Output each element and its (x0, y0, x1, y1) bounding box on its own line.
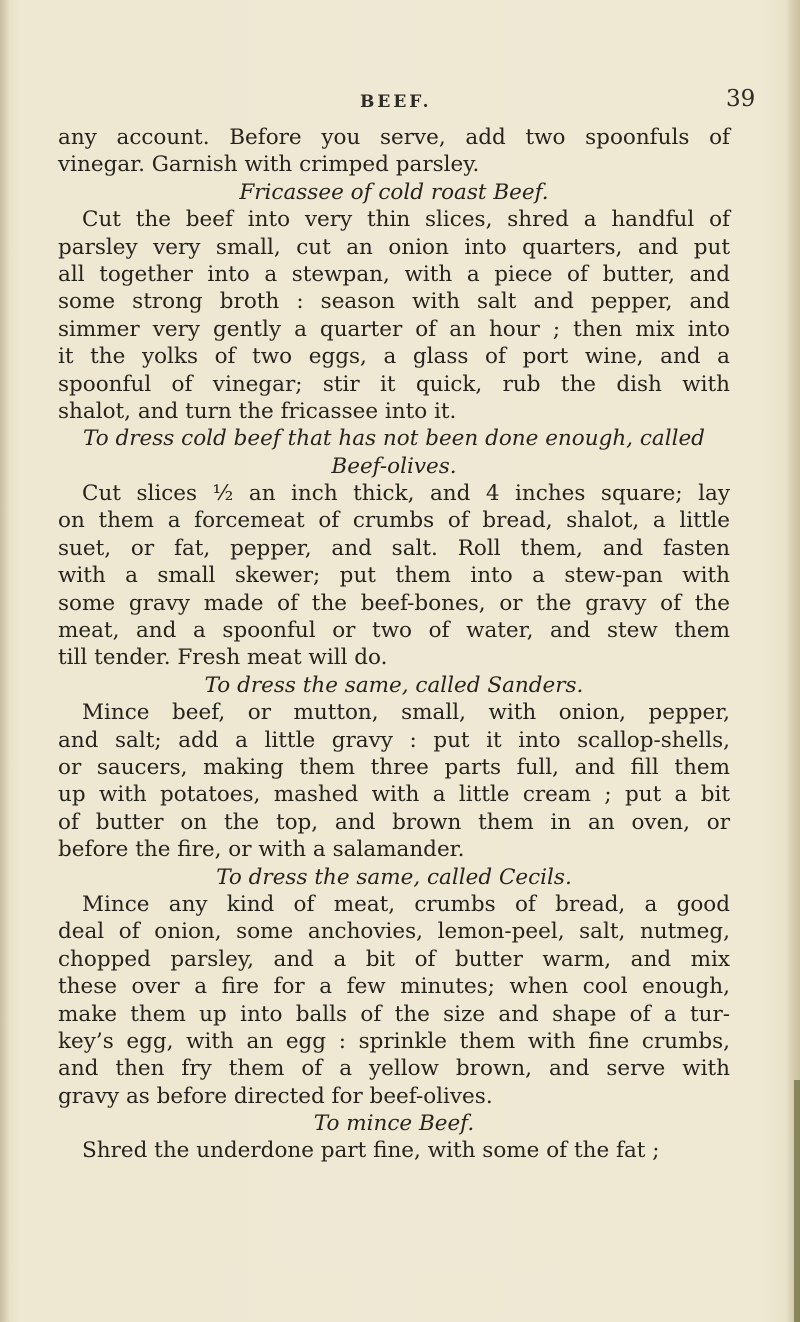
text-line: these over a fire for a few minutes; when cool enough, (58, 974, 730, 1000)
page-gutter-shadow (0, 0, 10, 1322)
text-line: deal of onion, some anchovies, lemon-peel, salt, nutmeg, (58, 919, 730, 945)
text-line: up with potatoes, mashed with a little cream ; put a bit (58, 782, 730, 808)
text-line: Shred the underdone part fine, with some of the fat ; (82, 1138, 660, 1164)
recipe-heading: Beef-olives. (331, 453, 457, 479)
text-line: key’s egg, with an egg : sprinkle them with fine crumbs, (58, 1028, 730, 1054)
text-line: it the yolks of two eggs, a glass of port wine, and a (58, 344, 730, 370)
text-line: with a small skewer; put them into a stew-pan with (58, 563, 730, 589)
text-line: chopped parsley, and a bit of butter warm, and mix (58, 946, 730, 972)
text-line: meat, and a spoonful or two of water, and stew them (58, 618, 730, 644)
page-number: 39 (726, 86, 756, 112)
text-line: some gravy made of the beef-bones, or the gravy of the (58, 590, 730, 616)
text-line: some strong broth : season with salt and pepper, and (58, 289, 730, 315)
recipe-heading: Fricassee of cold roast Beef. (239, 179, 549, 205)
text-line: vinegar. Garnish with crimped parsley. (58, 152, 480, 178)
text-line: on them a forcemeat of crumbs of bread, shalot, a little (58, 508, 730, 534)
text-line: and salt; add a little gravy : put it into scallop-shells, (58, 727, 730, 753)
text-line: till tender. Fresh meat will do. (58, 645, 388, 671)
page-edge-stain (794, 1080, 800, 1322)
body-text (58, 124, 730, 1165)
text-line: Mince beef, or mutton, small, with onion, pepper, (82, 700, 730, 726)
text-line: any account. Before you serve, add two spoonfuls of (58, 125, 730, 150)
recipe-heading: To mince Beef. (313, 1111, 475, 1137)
page-header (0, 86, 800, 116)
text-line: shalot, and turn the fricassee into it. (58, 398, 457, 424)
text-line: gravy as before directed for beef-olives. (58, 1083, 493, 1109)
recipe-heading: To dress the same, called Sanders. (204, 672, 584, 698)
text-line: of butter on the top, and brown them in an oven, or (58, 809, 730, 835)
running-head: BEEF. (360, 92, 432, 112)
text-line: Mince any kind of meat, crumbs of bread, a good (82, 891, 730, 917)
text-line: all together into a stewpan, with a piece of butter, and (58, 261, 730, 287)
text-line: and then fry them of a yellow brown, and serve with (58, 1056, 730, 1082)
text-line: Cut the beef into very thin slices, shred a handful of (82, 207, 730, 233)
text-line: before the fire, or with a salamander. (58, 837, 465, 863)
text-line: Cut slices ½ an inch thick, and 4 inches square; lay (82, 481, 730, 507)
text-line: or saucers, making them three parts full, and fill them (58, 754, 730, 780)
text-line: parsley very small, cut an onion into quarters, and put (58, 234, 730, 260)
text-line: spoonful of vinegar; stir it quick, rub the dish with (58, 371, 730, 397)
text-line: suet, or fat, pepper, and salt. Roll them, and fasten (58, 535, 730, 561)
recipe-heading: To dress cold beef that has not been done enough, called (83, 426, 705, 452)
recipe-heading: To dress the same, called Cecils. (216, 864, 572, 890)
text-line: simmer very gently a quarter of an hour ; then mix into (58, 316, 730, 342)
text-line: make them up into balls of the size and shape of a tur- (58, 1001, 730, 1027)
